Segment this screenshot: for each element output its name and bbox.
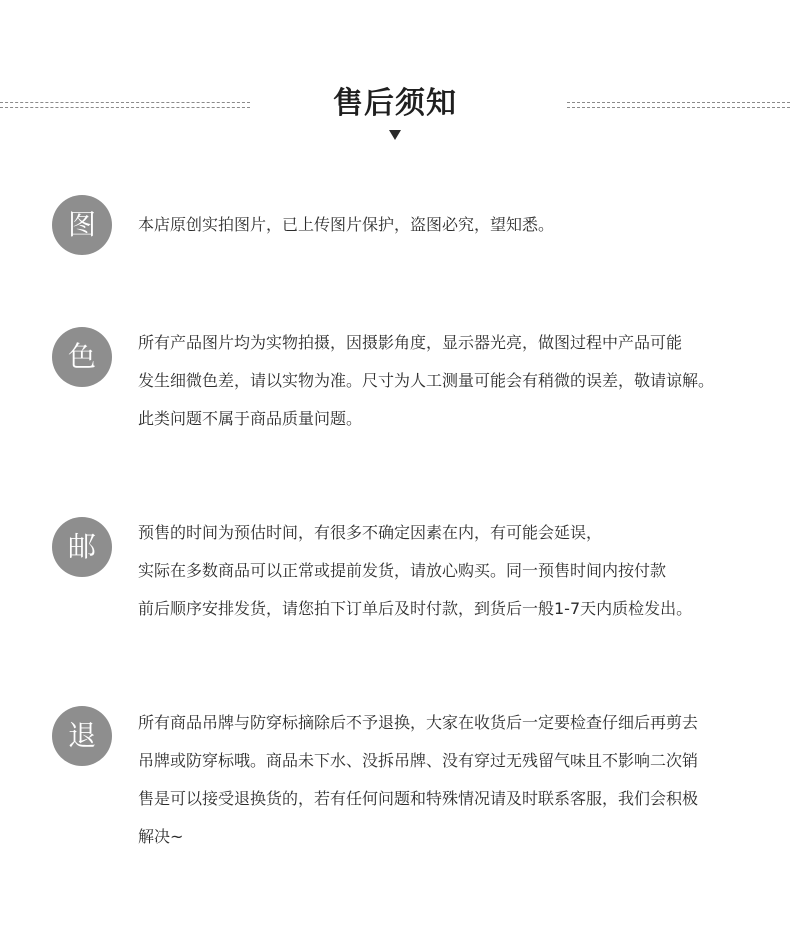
text-line: 吊牌或防穿标哦。商品未下水、没拆吊牌、没有穿过无残留气味且不影响二次销: [138, 751, 699, 770]
text-line: 售是可以接受退换货的，若有任何问题和特殊情况请及时联系客服，我们会积极: [138, 789, 699, 808]
section-text: [138, 704, 778, 856]
section-text: [138, 324, 778, 438]
badge-return: 退: [52, 706, 112, 766]
text-line: 实际在多数商品可以正常或提前发货，请放心购买。同一预售时间内按付款: [138, 561, 667, 580]
text-line: 本店原创实拍图片，已上传图片保护，盗图必究，望知悉。: [138, 215, 555, 234]
text-line: 解决~: [138, 827, 184, 846]
section-text: [138, 206, 778, 244]
badge-shipping: 邮: [52, 517, 112, 577]
text-line: 前后顺序安排发货，请您拍下订单后及时付款，到货后一般1-7天内质检发出。: [138, 599, 693, 618]
text-line: 发生细微色差，请以实物为准。尺寸为人工测量可能会有稍微的误差，敬请谅解。: [138, 371, 715, 390]
header: [0, 0, 790, 160]
badge-color: 色: [52, 327, 112, 387]
text-line: 所有商品吊牌与防穿标摘除后不予退换，大家在收货后一定要检查仔细后再剪去: [138, 713, 699, 732]
text-line: 预售的时间为预估时间，有很多不确定因素在内，有可能会延误，: [138, 523, 603, 542]
section-text: [138, 514, 778, 628]
text-line: 此类问题不属于商品质量问题。: [138, 409, 363, 428]
text-line: 所有产品图片均为实物拍摄，因摄影角度，显示器光亮，做图过程中产品可能: [138, 333, 683, 352]
page-title: 售后须知: [333, 86, 457, 121]
down-triangle-icon: [389, 130, 401, 140]
badge-image: 图: [52, 195, 112, 255]
